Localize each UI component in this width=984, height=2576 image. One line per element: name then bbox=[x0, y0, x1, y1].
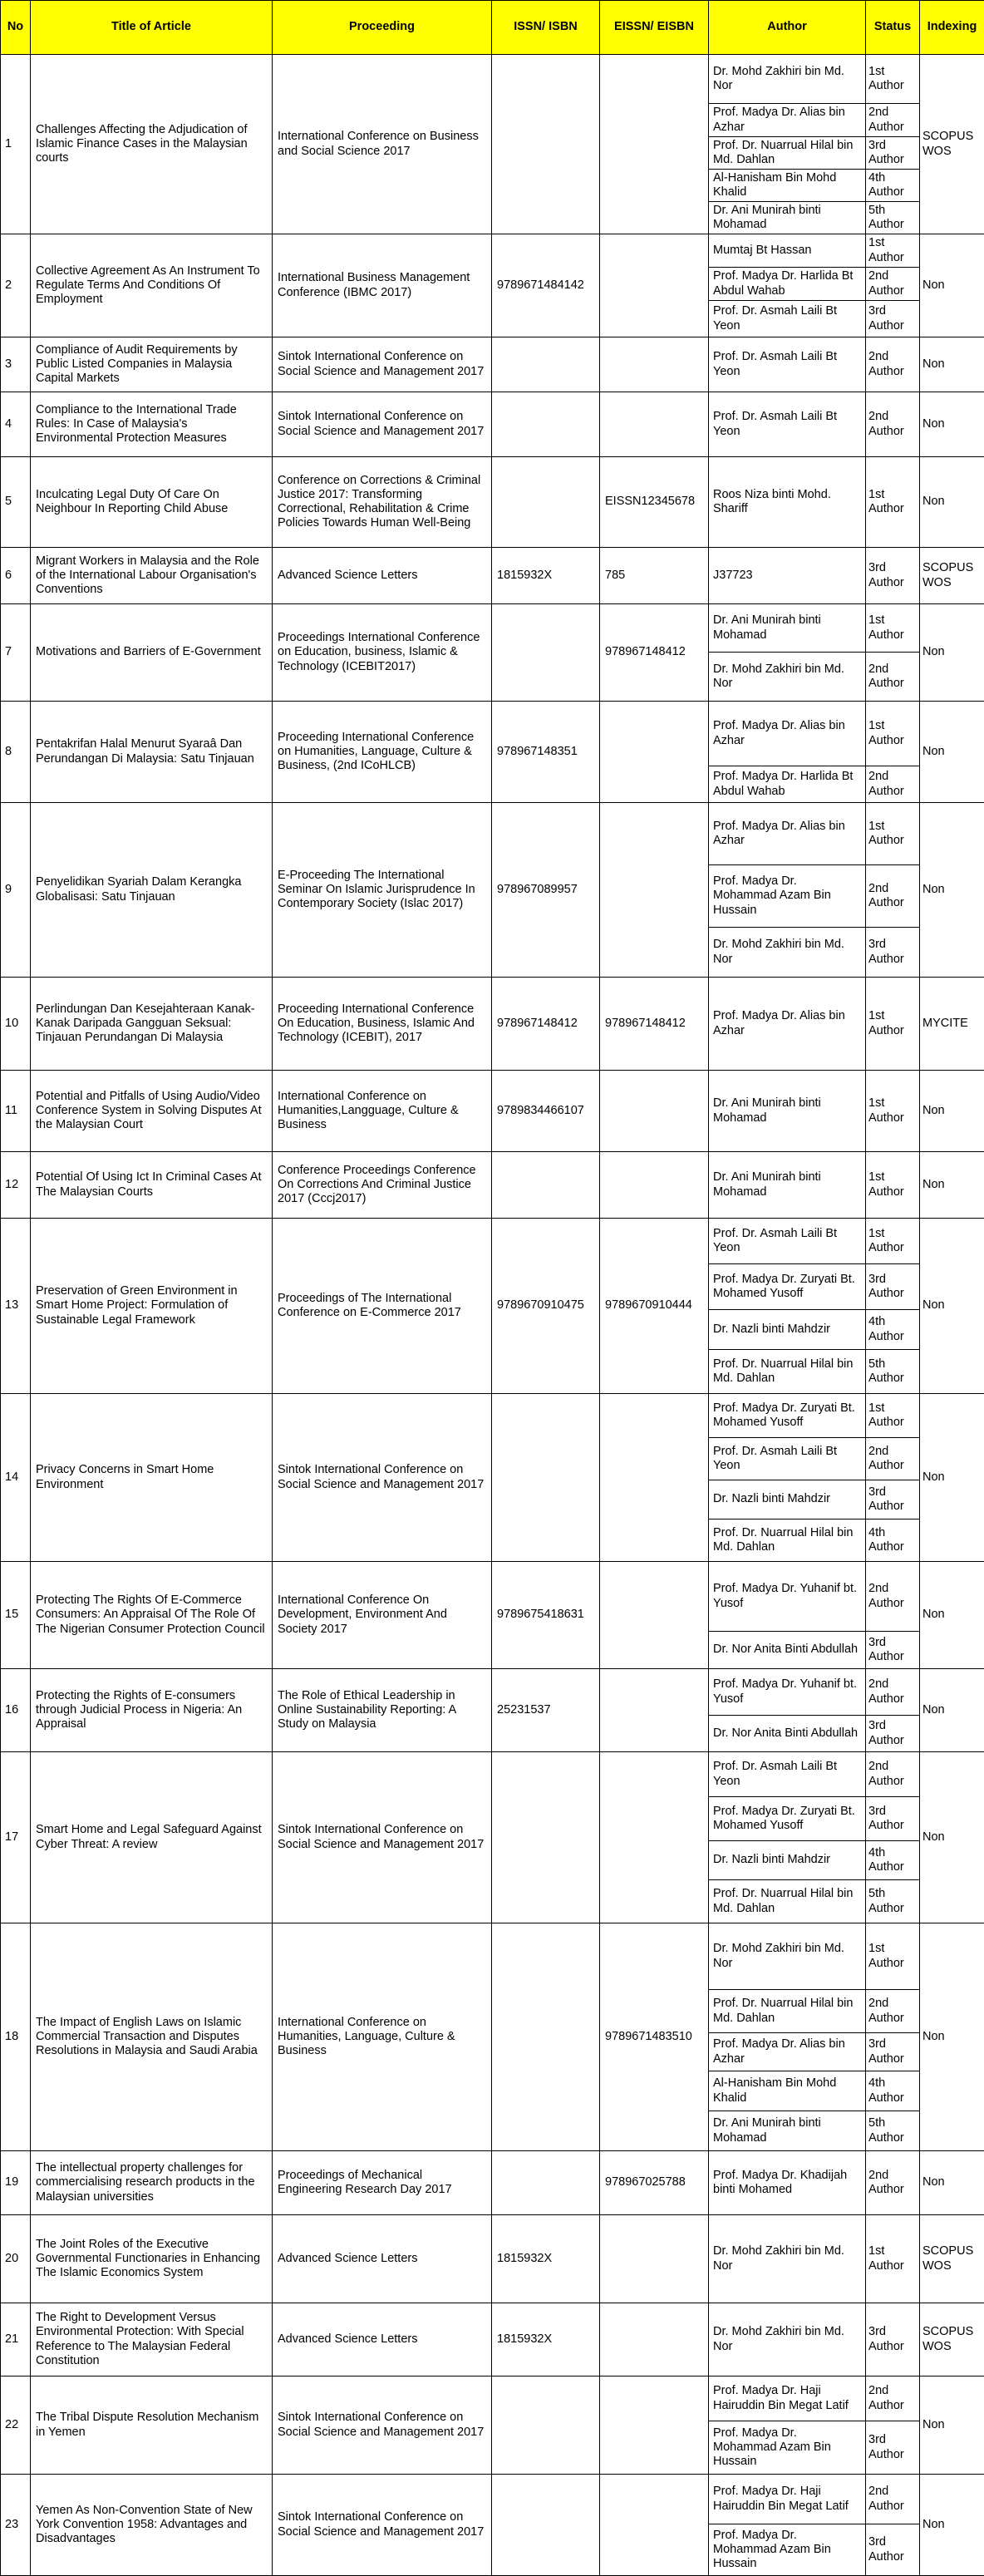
status-cell: 1st Author bbox=[866, 604, 920, 653]
col-header-status: Status bbox=[866, 1, 920, 55]
row-number-cell: 2 bbox=[1, 234, 31, 337]
issn-cell bbox=[492, 2377, 600, 2475]
row-number-cell: 10 bbox=[1, 978, 31, 1071]
author-cell: Prof. Madya Dr. Zuryati Bt. Mohamed Yusoff bbox=[709, 1264, 866, 1310]
table-row bbox=[1, 548, 984, 604]
author-cell: Prof. Madya Dr. Haji Hairuddin Bin Megat Latif bbox=[709, 2475, 866, 2524]
row-number-cell: 16 bbox=[1, 1669, 31, 1752]
status-cell: 5th Author bbox=[866, 1350, 920, 1394]
article-title-cell: Potential and Pitfalls of Using Audio/Video Conference System in Solving Disputes At the Malaysian Court bbox=[31, 1071, 273, 1152]
author-cell: Prof. Madya Dr. Alias bin Azhar bbox=[709, 2033, 866, 2071]
row-number-cell: 19 bbox=[1, 2151, 31, 2215]
eissn-cell: 978967148412 bbox=[600, 978, 709, 1071]
proceeding-cell: Advanced Science Letters bbox=[273, 2303, 492, 2377]
row-number-cell: 9 bbox=[1, 803, 31, 978]
author-cell: Prof. Madya Dr. Alias bin Azhar bbox=[709, 702, 866, 766]
eissn-cell bbox=[600, 337, 709, 392]
status-cell: 2nd Author bbox=[866, 2475, 920, 2524]
eissn-cell bbox=[600, 392, 709, 457]
row-number-cell: 5 bbox=[1, 457, 31, 548]
col-header-title: Title of Article bbox=[31, 1, 273, 55]
issn-cell bbox=[492, 1923, 600, 2151]
issn-cell bbox=[492, 604, 600, 702]
indexing-cell: Non bbox=[920, 392, 984, 457]
status-cell: 1st Author bbox=[866, 457, 920, 548]
table-row bbox=[1, 2151, 984, 2215]
status-cell: 4th Author bbox=[866, 1310, 920, 1350]
table-row bbox=[1, 2215, 984, 2303]
article-title-cell: Migrant Workers in Malaysia and the Role of the International Labour Organisation's Conventions bbox=[31, 548, 273, 604]
table-row bbox=[1, 1923, 984, 1990]
status-cell: 1st Author bbox=[866, 1394, 920, 1438]
proceeding-cell: International Conference on Humanities,Langguage, Culture & Business bbox=[273, 1071, 492, 1152]
table-row bbox=[1, 2377, 984, 2421]
proceeding-cell: E-Proceeding The International Seminar On Islamic Jurisprudence In Contemporary Society (Islac 2017) bbox=[273, 803, 492, 978]
author-cell: Dr. Mohd Zakhiri bin Md. Nor bbox=[709, 2303, 866, 2377]
issn-cell: 1815932X bbox=[492, 548, 600, 604]
indexing-cell: SCOPUS WOS bbox=[920, 2303, 984, 2377]
issn-cell: 1815932X bbox=[492, 2303, 600, 2377]
status-cell: 3rd Author bbox=[866, 1716, 920, 1752]
author-cell: Prof. Madya Dr. Alias bin Azhar bbox=[709, 978, 866, 1071]
article-title-cell: Protecting the Rights of E-consumers through Judicial Process in Nigeria: An Appraisal bbox=[31, 1669, 273, 1752]
indexing-cell: Non bbox=[920, 1562, 984, 1669]
table-row bbox=[1, 337, 984, 392]
status-cell: 3rd Author bbox=[866, 301, 920, 337]
eissn-cell bbox=[600, 55, 709, 234]
eissn-cell bbox=[600, 1394, 709, 1562]
indexing-cell: Non bbox=[920, 604, 984, 702]
issn-cell bbox=[492, 1394, 600, 1562]
status-cell: 2nd Author bbox=[866, 1752, 920, 1797]
author-cell: Dr. Nor Anita Binti Abdullah bbox=[709, 1716, 866, 1752]
eissn-cell: 9789670910444 bbox=[600, 1219, 709, 1394]
status-cell: 3rd Author bbox=[866, 137, 920, 170]
status-cell: 1st Author bbox=[866, 55, 920, 104]
table-row bbox=[1, 457, 984, 548]
proceeding-cell: The Role of Ethical Leadership in Online Sustainability Reporting: A Study on Malaysia bbox=[273, 1669, 492, 1752]
issn-cell bbox=[492, 55, 600, 234]
row-number-cell: 20 bbox=[1, 2215, 31, 2303]
article-title-cell: Perlindungan Dan Kesejahteraan Kanak-Kanak Daripada Gangguan Seksual: Tinjauan Perundangan Di Malaysia bbox=[31, 978, 273, 1071]
status-cell: 2nd Author bbox=[866, 104, 920, 137]
author-cell: Al-Hanisham Bin Mohd Khalid bbox=[709, 2071, 866, 2111]
proceeding-cell: Proceedings of The International Conference on E-Commerce 2017 bbox=[273, 1219, 492, 1394]
author-cell: Roos Niza binti Mohd. Shariff bbox=[709, 457, 866, 548]
proceeding-cell: Sintok International Conference on Social Science and Management 2017 bbox=[273, 2475, 492, 2576]
status-cell: 5th Author bbox=[866, 202, 920, 234]
status-cell: 1st Author bbox=[866, 1219, 920, 1264]
eissn-cell: 9789671483510 bbox=[600, 1923, 709, 2151]
indexing-cell: Non bbox=[920, 1219, 984, 1394]
row-number-cell: 1 bbox=[1, 55, 31, 234]
author-cell: Prof. Madya Dr. Alias bin Azhar bbox=[709, 104, 866, 137]
row-number-cell: 17 bbox=[1, 1752, 31, 1923]
status-cell: 3rd Author bbox=[866, 1480, 920, 1519]
status-cell: 3rd Author bbox=[866, 1632, 920, 1669]
indexing-cell: Non bbox=[920, 1394, 984, 1562]
issn-cell: 25231537 bbox=[492, 1669, 600, 1752]
col-header-indexing: Indexing bbox=[920, 1, 984, 55]
status-cell: 2nd Author bbox=[866, 1669, 920, 1716]
author-cell: Prof. Dr. Asmah Laili Bt Yeon bbox=[709, 337, 866, 392]
indexing-cell: SCOPUS WOS bbox=[920, 55, 984, 234]
row-number-cell: 8 bbox=[1, 702, 31, 803]
eissn-cell bbox=[600, 702, 709, 803]
table-row bbox=[1, 1669, 984, 1716]
article-title-cell: Protecting The Rights Of E-Commerce Consumers: An Appraisal Of The Role Of The Nigerian Consumer Protection Council bbox=[31, 1562, 273, 1669]
author-cell: Dr. Ani Munirah binti Mohamad bbox=[709, 1071, 866, 1152]
author-cell: Dr. Ani Munirah binti Mohamad bbox=[709, 1152, 866, 1219]
author-cell: Dr. Mohd Zakhiri bin Md. Nor bbox=[709, 1923, 866, 1990]
issn-cell bbox=[492, 1752, 600, 1923]
col-header-proceeding: Proceeding bbox=[273, 1, 492, 55]
issn-cell: 9789670910475 bbox=[492, 1219, 600, 1394]
proceeding-cell: Proceeding International Conference on Humanities, Language, Culture & Business, (2nd ICoHLCB) bbox=[273, 702, 492, 803]
row-number-cell: 21 bbox=[1, 2303, 31, 2377]
status-cell: 3rd Author bbox=[866, 2303, 920, 2377]
article-title-cell: Yemen As Non-Convention State of New York Convention 1958: Advantages and Disadvantages bbox=[31, 2475, 273, 2576]
author-cell: Prof. Dr. Asmah Laili Bt Yeon bbox=[709, 392, 866, 457]
status-cell: 3rd Author bbox=[866, 2421, 920, 2475]
status-cell: 1st Author bbox=[866, 1923, 920, 1990]
indexing-cell: SCOPUS WOS bbox=[920, 548, 984, 604]
article-title-cell: The intellectual property challenges for commercialising research products in the Malaysian universities bbox=[31, 2151, 273, 2215]
proceeding-cell: International Conference On Development, Environment And Society 2017 bbox=[273, 1562, 492, 1669]
proceeding-cell: Conference Proceedings Conference On Corrections And Criminal Justice 2017 (Cccj2017) bbox=[273, 1152, 492, 1219]
proceeding-cell: Proceedings of Mechanical Engineering Research Day 2017 bbox=[273, 2151, 492, 2215]
eissn-cell: 978967025788 bbox=[600, 2151, 709, 2215]
author-cell: Dr. Nazli binti Mahdzir bbox=[709, 1841, 866, 1880]
status-cell: 1st Author bbox=[866, 978, 920, 1071]
row-number-cell: 18 bbox=[1, 1923, 31, 2151]
table-row bbox=[1, 1562, 984, 1632]
status-cell: 2nd Author bbox=[866, 392, 920, 457]
author-cell: Dr. Ani Munirah binti Mohamad bbox=[709, 202, 866, 234]
status-cell: 1st Author bbox=[866, 1071, 920, 1152]
table-row bbox=[1, 1071, 984, 1152]
issn-cell bbox=[492, 2151, 600, 2215]
row-number-cell: 12 bbox=[1, 1152, 31, 1219]
row-number-cell: 11 bbox=[1, 1071, 31, 1152]
author-cell: Prof. Dr. Nuarrual Hilal bin Md. Dahlan bbox=[709, 1350, 866, 1394]
eissn-cell bbox=[600, 1152, 709, 1219]
author-cell: Prof. Madya Dr. Harlida Bt Abdul Wahab bbox=[709, 766, 866, 803]
status-cell: 2nd Author bbox=[866, 865, 920, 928]
proceeding-cell: Sintok International Conference on Social Science and Management 2017 bbox=[273, 392, 492, 457]
proceeding-cell: International Business Management Conference (IBMC 2017) bbox=[273, 234, 492, 337]
status-cell: 3rd Author bbox=[866, 928, 920, 978]
indexing-cell: Non bbox=[920, 2151, 984, 2215]
row-number-cell: 7 bbox=[1, 604, 31, 702]
table-row bbox=[1, 803, 984, 865]
status-cell: 2nd Author bbox=[866, 337, 920, 392]
author-cell: Prof. Madya Dr. Zuryati Bt. Mohamed Yusoff bbox=[709, 1797, 866, 1841]
row-number-cell: 13 bbox=[1, 1219, 31, 1394]
status-cell: 4th Author bbox=[866, 2071, 920, 2111]
status-cell: 3rd Author bbox=[866, 2524, 920, 2576]
issn-cell: 9789671484142 bbox=[492, 234, 600, 337]
eissn-cell: EISSN12345678 bbox=[600, 457, 709, 548]
table-row bbox=[1, 1219, 984, 1264]
table-row bbox=[1, 2475, 984, 2524]
author-cell: Dr. Mohd Zakhiri bin Md. Nor bbox=[709, 653, 866, 702]
status-cell: 5th Author bbox=[866, 2111, 920, 2151]
article-title-cell: The Joint Roles of the Executive Governmental Functionaries in Enhancing The Islamic Economics System bbox=[31, 2215, 273, 2303]
author-cell: Prof. Dr. Nuarrual Hilal bin Md. Dahlan bbox=[709, 1880, 866, 1923]
status-cell: 1st Author bbox=[866, 234, 920, 268]
article-title-cell: Compliance to the International Trade Rules: In Case of Malaysia's Environmental Protection Measures bbox=[31, 392, 273, 457]
indexing-cell: Non bbox=[920, 2377, 984, 2475]
col-header-no: No bbox=[1, 1, 31, 55]
indexing-cell: Non bbox=[920, 234, 984, 337]
status-cell: 3rd Author bbox=[866, 1797, 920, 1841]
indexing-cell: Non bbox=[920, 1752, 984, 1923]
row-number-cell: 6 bbox=[1, 548, 31, 604]
table-row bbox=[1, 2303, 984, 2377]
indexing-cell: Non bbox=[920, 1669, 984, 1752]
status-cell: 4th Author bbox=[866, 170, 920, 202]
indexing-cell: Non bbox=[920, 1071, 984, 1152]
author-cell: Prof. Madya Dr. Alias bin Azhar bbox=[709, 803, 866, 865]
eissn-cell bbox=[600, 1752, 709, 1923]
article-title-cell: Preservation of Green Environment in Smart Home Project: Formulation of Sustainable Legal Framework bbox=[31, 1219, 273, 1394]
author-cell: Mumtaj Bt Hassan bbox=[709, 234, 866, 268]
eissn-cell bbox=[600, 234, 709, 337]
author-cell: Dr. Nazli binti Mahdzir bbox=[709, 1480, 866, 1519]
eissn-cell bbox=[600, 2475, 709, 2576]
article-title-cell: The Impact of English Laws on Islamic Commercial Transaction and Disputes Resolutions in Malaysia and Saudi Arabia bbox=[31, 1923, 273, 2151]
author-cell: Prof. Dr. Asmah Laili Bt Yeon bbox=[709, 1219, 866, 1264]
proceeding-cell: Sintok International Conference on Social Science and Management 2017 bbox=[273, 337, 492, 392]
status-cell: 2nd Author bbox=[866, 766, 920, 803]
status-cell: 1st Author bbox=[866, 803, 920, 865]
indexing-cell: Non bbox=[920, 803, 984, 978]
article-title-cell: Challenges Affecting the Adjudication of Islamic Finance Cases in the Malaysian courts bbox=[31, 55, 273, 234]
author-cell: Dr. Mohd Zakhiri bin Md. Nor bbox=[709, 55, 866, 104]
issn-cell: 9789675418631 bbox=[492, 1562, 600, 1669]
status-cell: 3rd Author bbox=[866, 1264, 920, 1310]
article-title-cell: Compliance of Audit Requirements by Public Listed Companies in Malaysia Capital Markets bbox=[31, 337, 273, 392]
author-cell: J37723 bbox=[709, 548, 866, 604]
issn-cell: 1815932X bbox=[492, 2215, 600, 2303]
eissn-cell: 785 bbox=[600, 548, 709, 604]
indexing-cell: Non bbox=[920, 702, 984, 803]
author-cell: Prof. Madya Dr. Mohammad Azam Bin Hussain bbox=[709, 2421, 866, 2475]
indexing-cell: Non bbox=[920, 457, 984, 548]
author-cell: Dr. Nor Anita Binti Abdullah bbox=[709, 1632, 866, 1669]
eissn-cell bbox=[600, 803, 709, 978]
status-cell: 2nd Author bbox=[866, 2151, 920, 2215]
author-cell: Prof. Dr. Nuarrual Hilal bin Md. Dahlan bbox=[709, 1990, 866, 2033]
indexing-cell: Non bbox=[920, 337, 984, 392]
table-row bbox=[1, 55, 984, 104]
issn-cell bbox=[492, 1152, 600, 1219]
eissn-cell bbox=[600, 2377, 709, 2475]
proceeding-cell: International Conference on Business and Social Science 2017 bbox=[273, 55, 492, 234]
issn-cell: 978967148351 bbox=[492, 702, 600, 803]
proceeding-cell: Advanced Science Letters bbox=[273, 2215, 492, 2303]
table-row bbox=[1, 604, 984, 653]
status-cell: 2nd Author bbox=[866, 2377, 920, 2421]
issn-cell bbox=[492, 392, 600, 457]
author-cell: Dr. Ani Munirah binti Mohamad bbox=[709, 2111, 866, 2151]
author-cell: Prof. Madya Dr. Harlida Bt Abdul Wahab bbox=[709, 268, 866, 301]
eissn-cell: 978967148412 bbox=[600, 604, 709, 702]
article-title-cell: Potential Of Using Ict In Criminal Cases At The Malaysian Courts bbox=[31, 1152, 273, 1219]
author-cell: Prof. Madya Dr. Mohammad Azam Bin Hussain bbox=[709, 865, 866, 928]
row-number-cell: 3 bbox=[1, 337, 31, 392]
issn-cell: 9789834466107 bbox=[492, 1071, 600, 1152]
table-row bbox=[1, 392, 984, 457]
row-number-cell: 4 bbox=[1, 392, 31, 457]
author-cell: Dr. Ani Munirah binti Mohamad bbox=[709, 604, 866, 653]
indexing-cell: Non bbox=[920, 1923, 984, 2151]
proceeding-cell: Sintok International Conference on Social Science and Management 2017 bbox=[273, 1394, 492, 1562]
table-row bbox=[1, 1152, 984, 1219]
eissn-cell bbox=[600, 1562, 709, 1669]
table-row bbox=[1, 1752, 984, 1797]
status-cell: 1st Author bbox=[866, 1152, 920, 1219]
author-cell: Prof. Madya Dr. Khadijah binti Mohamed bbox=[709, 2151, 866, 2215]
author-cell: Prof. Madya Dr. Mohammad Azam Bin Hussain bbox=[709, 2524, 866, 2576]
status-cell: 3rd Author bbox=[866, 2033, 920, 2071]
issn-cell bbox=[492, 2475, 600, 2576]
status-cell: 2nd Author bbox=[866, 653, 920, 702]
author-cell: Prof. Madya Dr. Yuhanif bt. Yusof bbox=[709, 1562, 866, 1632]
issn-cell bbox=[492, 457, 600, 548]
author-cell: Dr. Nazli binti Mahdzir bbox=[709, 1310, 866, 1350]
author-cell: Prof. Madya Dr. Haji Hairuddin Bin Megat Latif bbox=[709, 2377, 866, 2421]
author-cell: Dr. Mohd Zakhiri bin Md. Nor bbox=[709, 928, 866, 978]
article-title-cell: Motivations and Barriers of E-Government bbox=[31, 604, 273, 702]
author-cell: Prof. Madya Dr. Zuryati Bt. Mohamed Yusoff bbox=[709, 1394, 866, 1438]
article-title-cell: Collective Agreement As An Instrument To Regulate Terms And Conditions Of Employment bbox=[31, 234, 273, 337]
article-title-cell: Privacy Concerns in Smart Home Environment bbox=[31, 1394, 273, 1562]
proceeding-cell: Conference on Corrections & Criminal Justice 2017: Transforming Correctional, Rehabilitation & Crime Policies Towards Human Well-Being bbox=[273, 457, 492, 548]
table-row bbox=[1, 234, 984, 268]
author-cell: Prof. Dr. Asmah Laili Bt Yeon bbox=[709, 1752, 866, 1797]
col-header-issn: ISSN/ ISBN bbox=[492, 1, 600, 55]
author-cell: Prof. Dr. Nuarrual Hilal bin Md. Dahlan bbox=[709, 137, 866, 170]
article-title-cell: Smart Home and Legal Safeguard Against Cyber Threat: A review bbox=[31, 1752, 273, 1923]
status-cell: 4th Author bbox=[866, 1519, 920, 1562]
status-cell: 2nd Author bbox=[866, 1562, 920, 1632]
row-number-cell: 23 bbox=[1, 2475, 31, 2576]
issn-cell: 978967089957 bbox=[492, 803, 600, 978]
author-cell: Dr. Mohd Zakhiri bin Md. Nor bbox=[709, 2215, 866, 2303]
indexing-cell: Non bbox=[920, 2475, 984, 2576]
col-header-eissn: EISSN/ EISBN bbox=[600, 1, 709, 55]
status-cell: 1st Author bbox=[866, 2215, 920, 2303]
proceeding-cell: International Conference on Humanities, Language, Culture & Business bbox=[273, 1923, 492, 2151]
row-number-cell: 22 bbox=[1, 2377, 31, 2475]
proceeding-cell: Proceedings International Conference on Education, business, Islamic & Technology (ICEBIT2017) bbox=[273, 604, 492, 702]
status-cell: 2nd Author bbox=[866, 1438, 920, 1480]
proceeding-cell: Sintok International Conference on Social Science and Management 2017 bbox=[273, 1752, 492, 1923]
status-cell: 2nd Author bbox=[866, 268, 920, 301]
eissn-cell bbox=[600, 1669, 709, 1752]
author-cell: Al-Hanisham Bin Mohd Khalid bbox=[709, 170, 866, 202]
proceeding-cell: Sintok International Conference on Social Science and Management 2017 bbox=[273, 2377, 492, 2475]
issn-cell bbox=[492, 337, 600, 392]
status-cell: 3rd Author bbox=[866, 548, 920, 604]
article-title-cell: The Tribal Dispute Resolution Mechanism in Yemen bbox=[31, 2377, 273, 2475]
eissn-cell bbox=[600, 2303, 709, 2377]
col-header-author: Author bbox=[709, 1, 866, 55]
proceeding-cell: Advanced Science Letters bbox=[273, 548, 492, 604]
table-row bbox=[1, 978, 984, 1071]
indexing-cell: Non bbox=[920, 1152, 984, 1219]
row-number-cell: 14 bbox=[1, 1394, 31, 1562]
article-title-cell: The Right to Development Versus Environmental Protection: With Special Reference to The Malaysian Federal Constitution bbox=[31, 2303, 273, 2377]
eissn-cell bbox=[600, 2215, 709, 2303]
row-number-cell: 15 bbox=[1, 1562, 31, 1669]
author-cell: Prof. Dr. Asmah Laili Bt Yeon bbox=[709, 301, 866, 337]
status-cell: 5th Author bbox=[866, 1880, 920, 1923]
status-cell: 1st Author bbox=[866, 702, 920, 766]
author-cell: Prof. Dr. Nuarrual Hilal bin Md. Dahlan bbox=[709, 1519, 866, 1562]
article-title-cell: Penyelidikan Syariah Dalam Kerangka Globalisasi: Satu Tinjauan bbox=[31, 803, 273, 978]
header-row bbox=[1, 1, 984, 55]
table-row bbox=[1, 1394, 984, 1438]
table-body bbox=[1, 55, 984, 2576]
author-cell: Prof. Madya Dr. Yuhanif bt. Yusof bbox=[709, 1669, 866, 1716]
status-cell: 2nd Author bbox=[866, 1990, 920, 2033]
eissn-cell bbox=[600, 1071, 709, 1152]
table-row bbox=[1, 702, 984, 766]
article-title-cell: Pentakrifan Halal Menurut Syaraâ Dan Perundangan Di Malaysia: Satu Tinjauan bbox=[31, 702, 273, 803]
author-cell: Prof. Dr. Asmah Laili Bt Yeon bbox=[709, 1438, 866, 1480]
indexing-cell: SCOPUS WOS bbox=[920, 2215, 984, 2303]
issn-cell: 978967148412 bbox=[492, 978, 600, 1071]
proceeding-cell: Proceeding International Conference On Education, Business, Islamic And Technology (ICEBIT), 2017 bbox=[273, 978, 492, 1071]
indexing-cell: MYCITE bbox=[920, 978, 984, 1071]
status-cell: 4th Author bbox=[866, 1841, 920, 1880]
article-title-cell: Inculcating Legal Duty Of Care On Neighbour In Reporting Child Abuse bbox=[31, 457, 273, 548]
